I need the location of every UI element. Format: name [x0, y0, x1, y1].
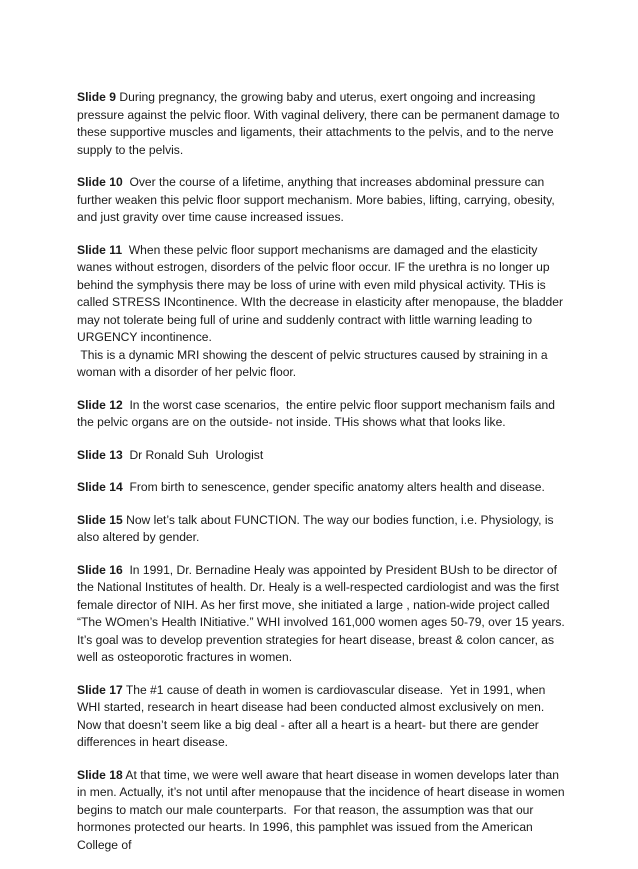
- paragraph-slide-11: [77, 242, 565, 382]
- paragraph-slide-18: [77, 767, 568, 855]
- paragraph-text: At that time, we were well aware that heart disease in women develops later than in men. Actually, it’s not until after menopause that the incidence of heart disease in women begins to match our male counterparts. For that reason, the assumption was that our hormones protected our hearts. In 1996, this pamphlet was issued from the American College of: [77, 767, 568, 852]
- paragraph-slide-17: [77, 682, 565, 752]
- slide-label: Slide 10: [77, 175, 123, 189]
- slide-label: Slide 15: [77, 512, 123, 527]
- slide-label: Slide 17: [77, 682, 123, 697]
- slide-label: Slide 11: [77, 242, 123, 257]
- paragraph-text: In 1991, Dr. Bernadine Healy was appointed by President BUsh to be director of the National Institutes of health. Dr. Healy is a well-respected cardiologist and was the first female director of NIH. As her first move, she initiated a large , nation-wide project called “The WOmen’s Health INitiative.” WHI involved 161,000 women ages 50-79, over 15 years. It’s goal was to develop prevention strategies for heart disease, breast & colon cancer, as well as osteoporotic fractures in women.: [77, 562, 569, 664]
- slide-label: Slide 12: [77, 397, 123, 412]
- paragraph-text: Now let’s talk about FUNCTION. The way our bodies function, i.e. Physiology, is also altered by gender.: [77, 512, 557, 544]
- slide-label: Slide 18: [77, 767, 123, 782]
- paragraph-slide-16: [77, 562, 569, 667]
- paragraph-slide-14: [77, 479, 565, 497]
- slide-label: Slide 16: [77, 562, 123, 577]
- slide-label: Slide 9: [77, 90, 116, 104]
- paragraph-text: During pregnancy, the growing baby and uterus, exert ongoing and increasing pressure against the pelvic floor. With vaginal delivery, there can be permanent damage to these supportive muscles and ligaments, their attachments to the pelvis, and to the nerve supply to the pelvis.: [77, 90, 563, 157]
- paragraph-slide-9: [77, 89, 565, 159]
- slide-label: Slide 14: [77, 480, 123, 494]
- paragraph-slide-13: [77, 447, 565, 465]
- paragraph-text: Over the course of a lifetime, anything that increases abdominal pressure can further weaken this pelvic floor support mechanism. More babies, lifting, carrying, obesity, and just gravity over time cause increased issues.: [77, 175, 559, 224]
- paragraph-slide-10: [77, 174, 565, 227]
- paragraph-slide-12: [77, 397, 565, 432]
- paragraph-text: Dr Ronald Suh Urologist: [122, 447, 264, 462]
- paragraph-text: The #1 cause of death in women is cardiovascular disease. Yet in 1991, when WHI started, research in heart disease had been conducted almost exclusively on men. Now that doesn’t seem like a big deal - after all a heart is a heart- but there are gender differences in heart disease.: [77, 682, 549, 749]
- paragraph-text: When these pelvic floor support mechanisms are damaged and the elasticity wanes without estrogen, disorders of the pelvic floor occur. IF the urethra is no longer up behind the symphysis there may be loss of urine with even mild physical activity. THis is called STRESS INcontinence. WIth the decrease in elasticity after menopause, the bladder may not tolerate being full of urine and suddenly contract with little warning leading to URGENCY incontinence. This is a dynamic MRI showing the descent of pelvic structures caused by straining in a woman with a disorder of her pelvic floor.: [77, 242, 564, 379]
- paragraph-text: From birth to senescence, gender specific anatomy alters health and disease.: [122, 480, 545, 494]
- paragraph-text: In the worst case scenarios, the entire pelvic floor support mechanism fails and the pelvic organs are on the outside- not inside. THis shows what that looks like.: [77, 397, 559, 429]
- paragraph-slide-15: [77, 512, 565, 547]
- document-body: [77, 89, 569, 869]
- slide-label: Slide 13: [77, 447, 123, 462]
